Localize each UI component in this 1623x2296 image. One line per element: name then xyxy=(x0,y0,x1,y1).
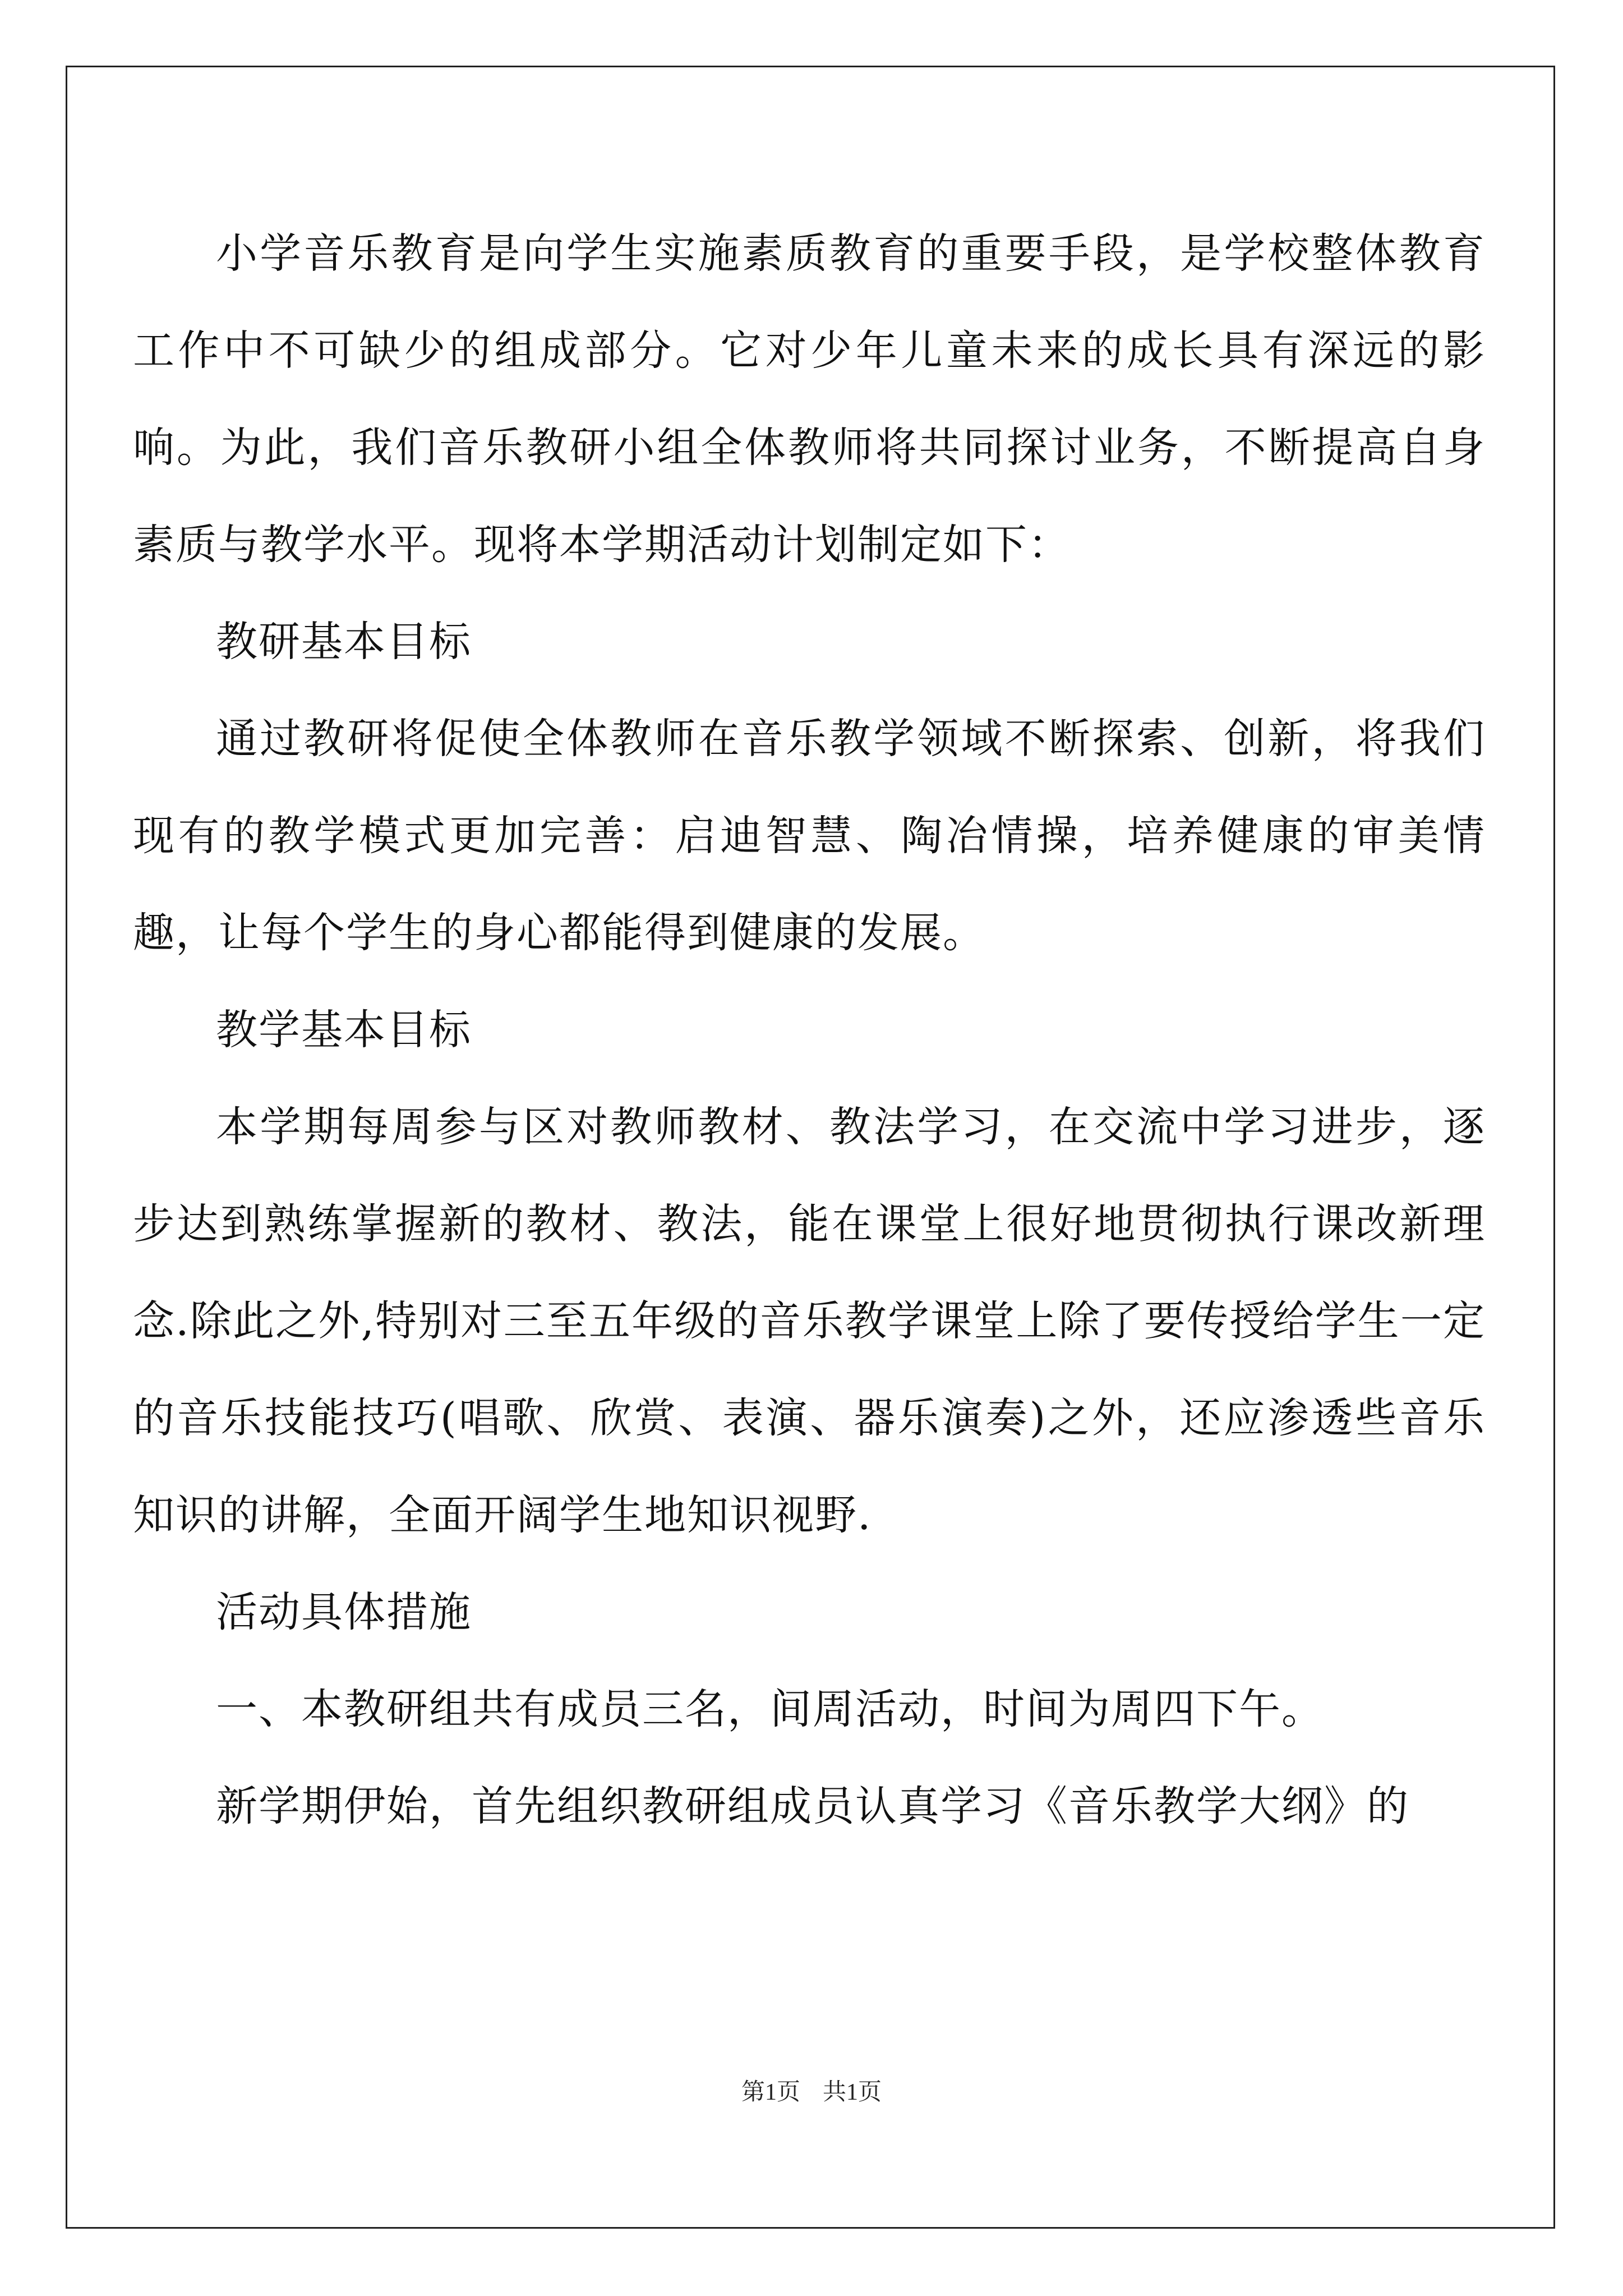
paragraph-measure-one: 一、本教研组共有成员三名，间周活动，时间为周四下午。 xyxy=(216,1685,1324,1733)
paragraph-research-goals: 通过教研将促使全体教师在音乐教学领域不断探索、创新，将我们现有的教学模式更加完善：启迪智慧、陶冶情操，培养健康的审美情趣，让每个学生的身心都能得到健康的发展。 xyxy=(133,715,1486,957)
page-number: 第1页 xyxy=(741,2079,800,2105)
paragraph-new-term: 新学期伊始，首先组织教研组成员认真学习《音乐教学大纲》的 xyxy=(216,1782,1409,1830)
page-footer xyxy=(0,2076,1623,2109)
heading-research-goals: 教研基本目标 xyxy=(216,618,472,666)
heading-teaching-goals: 教学基本目标 xyxy=(216,1006,472,1054)
paragraph-teaching-goals: 本学期每周参与区对教师教材、教法学习，在交流中学习进步，逐步达到熟练掌握新的教材、教法，能在课堂上很好地贯彻执行课改新理念.除此之外,特别对三至五年级的音乐教学课堂上除了要传授给学生一定的音乐技能技巧(唱歌、欣赏、表演、器乐演奏)之外，还应渗透些音乐知识的讲解，全面开阔学生地知识视野. xyxy=(133,1103,1486,1539)
page-total: 共1页 xyxy=(823,2079,882,2105)
paragraph-intro: 小学音乐教育是向学生实施素质教育的重要手段，是学校整体教育工作中不可缺少的组成部分。它对少年儿童未来的成长具有深远的影响。为此，我们音乐教研小组全体教师将共同探讨业务，不断提高自身素质与教学水平。现将本学期活动计划制定如下： xyxy=(133,229,1486,569)
heading-measures: 活动具体措施 xyxy=(216,1588,472,1636)
